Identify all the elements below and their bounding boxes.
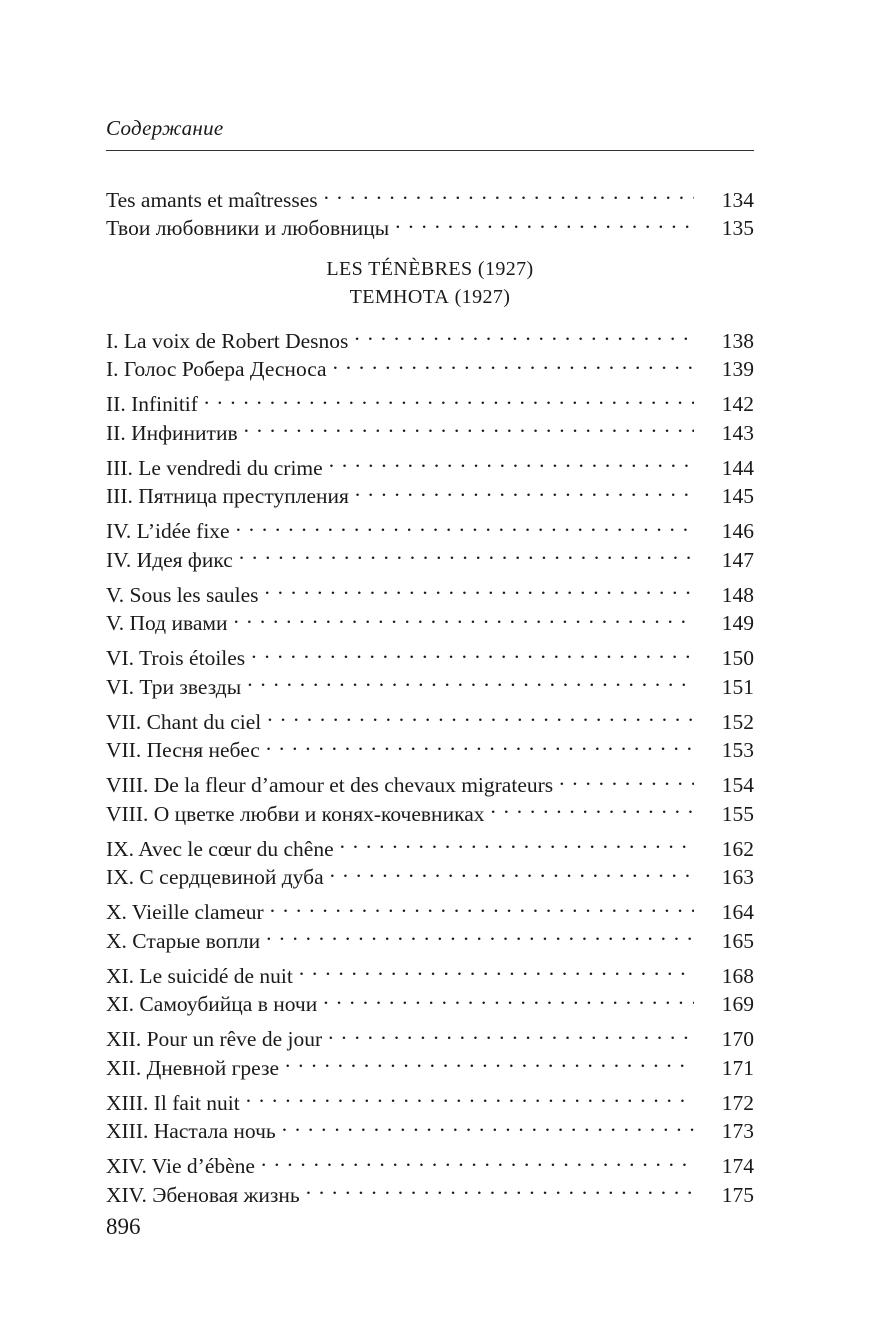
dot-leader (285, 1046, 694, 1075)
table-of-contents (106, 178, 754, 1208)
toc-group (106, 891, 754, 953)
toc-entry[interactable] (106, 637, 754, 670)
toc-entry-title: I. Голос Робера Десноса (106, 357, 327, 381)
toc-entry[interactable] (106, 573, 754, 607)
dot-leader (234, 602, 694, 631)
toc-entry[interactable] (106, 446, 754, 480)
toc-group (106, 1018, 754, 1080)
dot-leader (265, 573, 694, 602)
section-heading-block (106, 255, 754, 311)
toc-entry-page: 147 (721, 547, 754, 572)
toc-group (106, 573, 754, 635)
dot-leader (329, 446, 694, 475)
toc-entry-title: XIII. Il fait nuit (106, 1090, 240, 1115)
toc-entry-page: 165 (721, 928, 754, 953)
dot-leader (244, 411, 694, 440)
dot-leader (299, 954, 694, 983)
toc-group (106, 637, 754, 699)
dot-leader (333, 348, 694, 377)
toc-entry-title: VII. Chant du ciel (106, 709, 262, 734)
dot-leader (355, 475, 694, 504)
toc-entry-page: 155 (721, 801, 754, 826)
toc-entry-title: III. Пятница преступления (106, 484, 349, 508)
toc-entry[interactable] (106, 700, 754, 734)
toc-entry-title: III. Le vendredi du crime (106, 455, 323, 480)
toc-entry-page: 171 (721, 1055, 754, 1080)
toc-entry-title: XII. Дневной грезе (106, 1055, 280, 1080)
toc-group (106, 319, 754, 381)
toc-entry-page: 138 (721, 328, 754, 353)
section-heading-russian: ТЕМНОТА (1927) (349, 286, 511, 308)
dot-leader (267, 700, 694, 729)
dot-leader (282, 1110, 694, 1139)
toc-entry-page: 175 (721, 1182, 754, 1207)
toc-entry-page: 143 (721, 420, 754, 445)
toc-group (106, 446, 754, 508)
dot-leader (247, 665, 694, 694)
toc-group (106, 827, 754, 889)
toc-entry[interactable] (106, 319, 754, 353)
toc-entry-title: VI. Trois étoiles (106, 646, 246, 670)
running-head: Содержание (106, 116, 224, 140)
toc-entry-page: 149 (721, 611, 754, 635)
toc-entry-title: XI. Le suicidé de nuit (106, 963, 293, 988)
toc-entry-title: X. Vieille clameur (106, 900, 264, 924)
section-heading-french: LES TÉNÈBRES (1927) (326, 258, 534, 280)
toc-entry[interactable] (106, 891, 754, 924)
toc-entry-title: XI. Самоубийца в ночи (106, 992, 318, 1016)
toc-group (106, 764, 754, 826)
toc-entry-page: 164 (721, 900, 754, 924)
dot-leader (251, 637, 694, 666)
dot-leader (306, 1173, 694, 1202)
toc-entry-page: 135 (721, 216, 754, 240)
toc-entry-title: Твои любовники и любовницы (106, 216, 390, 240)
dot-leader (239, 538, 694, 567)
toc-group (106, 510, 754, 572)
dot-leader (261, 1145, 694, 1174)
dot-leader (236, 510, 694, 539)
toc-entry-title: IX. Avec le cœur du chêne (106, 836, 334, 861)
toc-entry-title: IV. L’idée fixe (106, 519, 230, 543)
dot-leader (246, 1081, 694, 1110)
toc-entry[interactable] (106, 827, 754, 861)
dot-leader (354, 319, 694, 348)
page-number: 896 (106, 1214, 141, 1239)
toc-entry-title: XIII. Настала ночь (106, 1119, 276, 1143)
dot-leader (328, 1018, 694, 1047)
toc-entry-page: 148 (721, 582, 754, 607)
toc-entry-page: 170 (721, 1027, 754, 1051)
toc-entry-title: VI. Три звезды (106, 674, 242, 699)
toc-entry-title: IX. С сердцевиной дуба (106, 865, 324, 889)
toc-entry-page: 173 (721, 1119, 754, 1143)
toc-entry[interactable] (106, 383, 754, 416)
toc-entry[interactable] (106, 510, 754, 543)
poem-entries (106, 319, 754, 1207)
toc-entry-page: 145 (721, 484, 754, 508)
toc-entry-page: 163 (721, 865, 754, 889)
toc-entry-title: II. Инфинитив (106, 420, 238, 445)
toc-entry-page: 154 (721, 773, 754, 797)
toc-entry-title: Tes amants et maîtresses (106, 187, 318, 212)
toc-entry-title: X. Старые вопли (106, 928, 261, 953)
toc-entry[interactable] (106, 178, 754, 212)
dot-leader (270, 891, 694, 920)
toc-entry-title: XIV. Эбеновая жизнь (106, 1182, 300, 1207)
dot-leader (330, 856, 694, 885)
dot-leader (395, 207, 694, 236)
toc-entry-title: V. Под ивами (106, 611, 228, 635)
toc-entry-page: 172 (721, 1090, 754, 1115)
dot-leader (323, 983, 694, 1012)
toc-entry-page: 151 (721, 674, 754, 699)
header-rule (106, 150, 754, 151)
dot-leader (340, 827, 694, 856)
toc-entry-title: XIV. Vie d’ébène (106, 1154, 255, 1178)
toc-entry-page: 150 (721, 646, 754, 670)
toc-group (106, 954, 754, 1016)
toc-entry[interactable] (106, 954, 754, 988)
toc-entry-title: I. La voix de Robert Desnos (106, 328, 349, 353)
dot-leader (324, 178, 694, 207)
toc-entry-page: 152 (721, 709, 754, 734)
toc-group (106, 178, 754, 240)
toc-entry-page: 169 (721, 992, 754, 1016)
dot-leader (559, 764, 694, 793)
dot-leader (266, 729, 694, 758)
toc-entry-title: V. Sous les saules (106, 582, 259, 607)
toc-entry-page: 174 (721, 1154, 754, 1178)
toc-entry[interactable] (106, 1081, 754, 1115)
toc-entry-page: 134 (721, 187, 754, 212)
toc-group (106, 700, 754, 762)
toc-entry-title: VII. Песня небес (106, 738, 260, 762)
toc-entry[interactable] (106, 764, 754, 797)
dot-leader (491, 792, 695, 821)
toc-entry[interactable] (106, 1018, 754, 1051)
dot-leader (204, 383, 694, 412)
toc-entry-page: 168 (721, 963, 754, 988)
toc-group (106, 1081, 754, 1143)
toc-entry-title: XII. Pour un rêve de jour (106, 1027, 323, 1051)
toc-entry-title: II. Infinitif (106, 392, 198, 416)
toc-entry-title: VIII. De la fleur d’amour et des chevaux migrateurs (106, 773, 554, 797)
toc-entry-page: 142 (721, 392, 754, 416)
toc-entry-page: 153 (721, 738, 754, 762)
toc-entry-page: 146 (721, 519, 754, 543)
toc-entry-title: IV. Идея фикс (106, 547, 233, 572)
toc-entry[interactable] (106, 1145, 754, 1178)
toc-entry-title: VIII. О цветке любви и конях-кочевниках (106, 801, 485, 826)
toc-group (106, 383, 754, 445)
toc-entry-page: 144 (721, 455, 754, 480)
toc-group (106, 1145, 754, 1207)
toc-entry-page: 162 (721, 836, 754, 861)
dot-leader (266, 919, 694, 948)
toc-entry-page: 139 (721, 357, 754, 381)
